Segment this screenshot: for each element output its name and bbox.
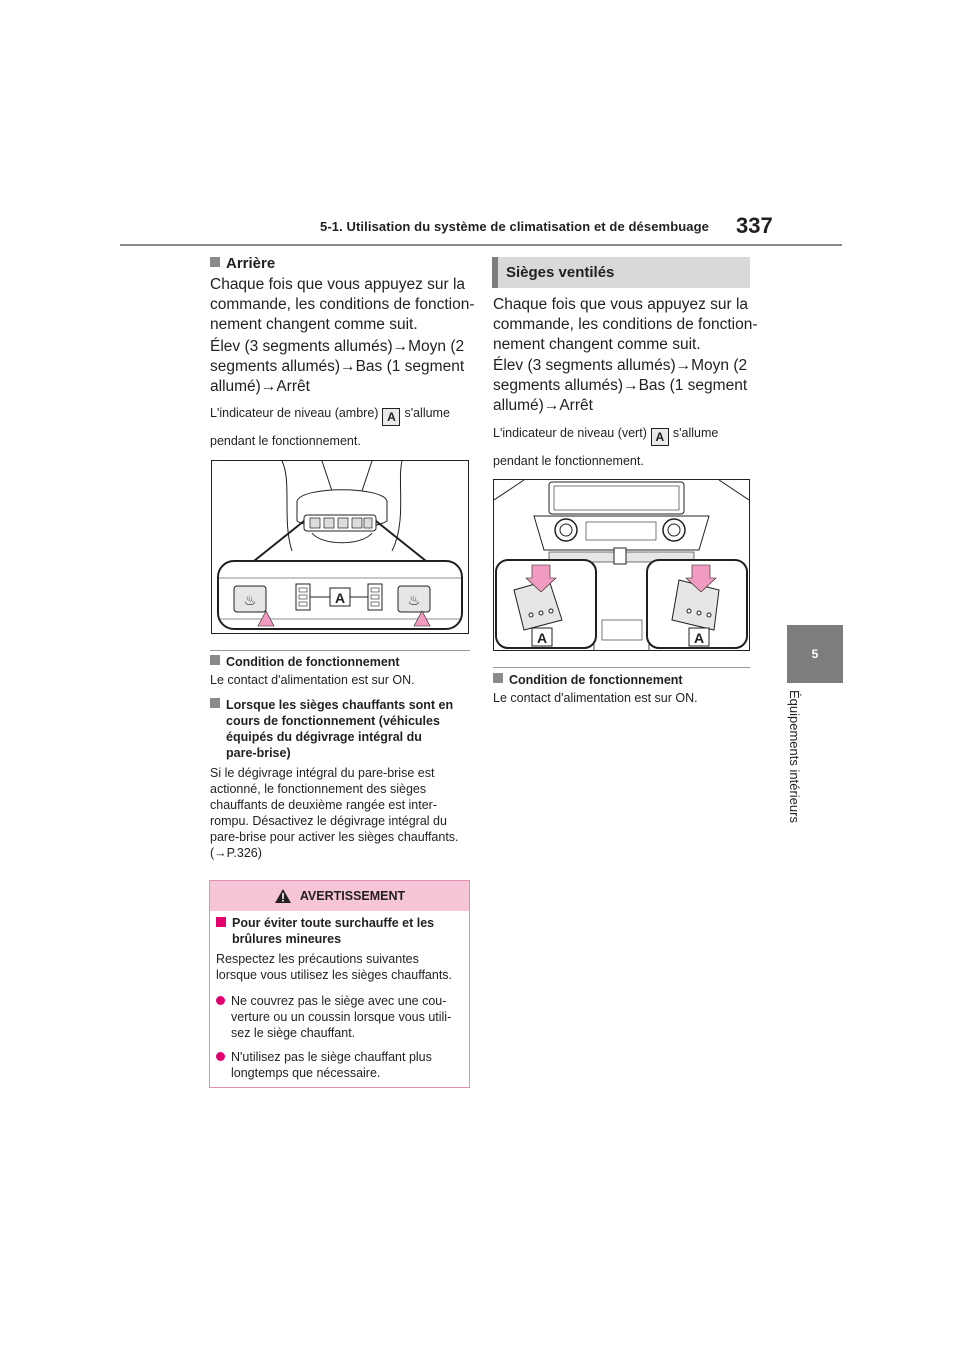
pink-square-icon xyxy=(216,917,226,927)
square-bullet-icon xyxy=(210,655,220,665)
figure-callout-a: A xyxy=(334,590,346,606)
warning-intro: Respectez les précautions suivantes lorsque vous utilisez les sièges chauffants. xyxy=(216,952,453,982)
square-bullet-icon xyxy=(210,257,220,267)
rear-condition-text: Le contact d'alimentation est sur ON. xyxy=(210,673,415,687)
figure-callout-a-right: A xyxy=(693,630,705,646)
warning-box xyxy=(209,880,470,1088)
warning-triangle-icon xyxy=(274,888,292,904)
ventilated-seat-control-figure xyxy=(493,479,750,651)
ventilated-paragraph-2: Élev (3 segments allumés)→Moyn (2 segments allumés)→Bas (1 segment allumé)→Arrêt xyxy=(493,357,748,414)
warning-bullet-2: N'utilisez pas le siège chauffant plus longtemps que nécessaire. xyxy=(216,1049,468,1081)
square-bullet-icon xyxy=(210,698,220,708)
svg-text:♨: ♨ xyxy=(407,593,421,609)
section-title-rear: Arrière xyxy=(210,255,275,272)
rear-paragraph-1: Chaque fois que vous appuyez sur la commande, les conditions de fonction- nement changent comme suit. xyxy=(210,276,475,333)
pink-bullet-icon xyxy=(216,996,225,1005)
svg-text:♨: ♨ xyxy=(243,593,257,609)
ventilated-condition-text: Le contact d'alimentation est sur ON. xyxy=(493,691,698,705)
section-divider xyxy=(493,667,750,668)
ventilated-indicator-note: L'indicateur de niveau (vert) A s'allume pendant le fonctionnement. xyxy=(493,426,719,468)
pink-bullet-icon xyxy=(216,1052,225,1061)
section-divider xyxy=(210,650,470,651)
ventilated-condition-title: Condition de fonctionnement xyxy=(493,672,758,688)
rear-condition-title: Condition de fonctionnement xyxy=(210,654,475,670)
callout-a-label: A xyxy=(382,408,400,426)
dashboard-illustration xyxy=(494,480,749,650)
page-number: 337 xyxy=(736,213,773,238)
warning-subtitle: Pour éviter toute surchauffe et les brûlures mineures xyxy=(216,915,466,947)
header-rule xyxy=(120,244,842,246)
rear-indicator-note: L'indicateur de niveau (ambre) A s'allume pendant le fonctionnement. xyxy=(210,406,450,448)
rear-seat-control-figure xyxy=(211,460,469,634)
chapter-side-label: Équipements intérieurs xyxy=(787,690,802,823)
heated-seats-text: Si le dégivrage intégral du pare-brise est actionné, le fonctionnement des sièges chauffants de deuxième rangée est inter- rompu. Désactivez le dégivrage intégral du pare-brise pour activer les sièges chauffants. (→P.326) xyxy=(210,766,459,860)
square-bullet-icon xyxy=(493,673,503,683)
figure-callout-a-left: A xyxy=(536,630,548,646)
warning-header: AVERTISSEMENT xyxy=(210,881,469,911)
chapter-header: 5-1. Utilisation du système de climatisation et de désembuage xyxy=(320,219,709,234)
section-title-ventilated: Sièges ventilés xyxy=(492,257,750,288)
callout-a-label: A xyxy=(651,428,669,446)
chapter-tab[interactable]: 5 xyxy=(787,625,843,683)
warning-bullet-1: Ne couvrez pas le siège avec une cou- verture ou un coussin lorsque vous utili- sez le siège chauffant. xyxy=(216,993,468,1041)
rear-seat-illustration xyxy=(212,461,468,633)
ventilated-paragraph-1: Chaque fois que vous appuyez sur la commande, les conditions de fonction- nement changent comme suit. xyxy=(493,296,758,353)
heated-seats-title: Lorsque les sièges chauffants sont en cours de fonctionnement (véhicules équipés du dégivrage intégral du pare-brise) xyxy=(210,697,475,761)
rear-paragraph-2: Élev (3 segments allumés)→Moyn (2 segments allumés)→Bas (1 segment allumé)→Arrêt xyxy=(210,338,465,395)
